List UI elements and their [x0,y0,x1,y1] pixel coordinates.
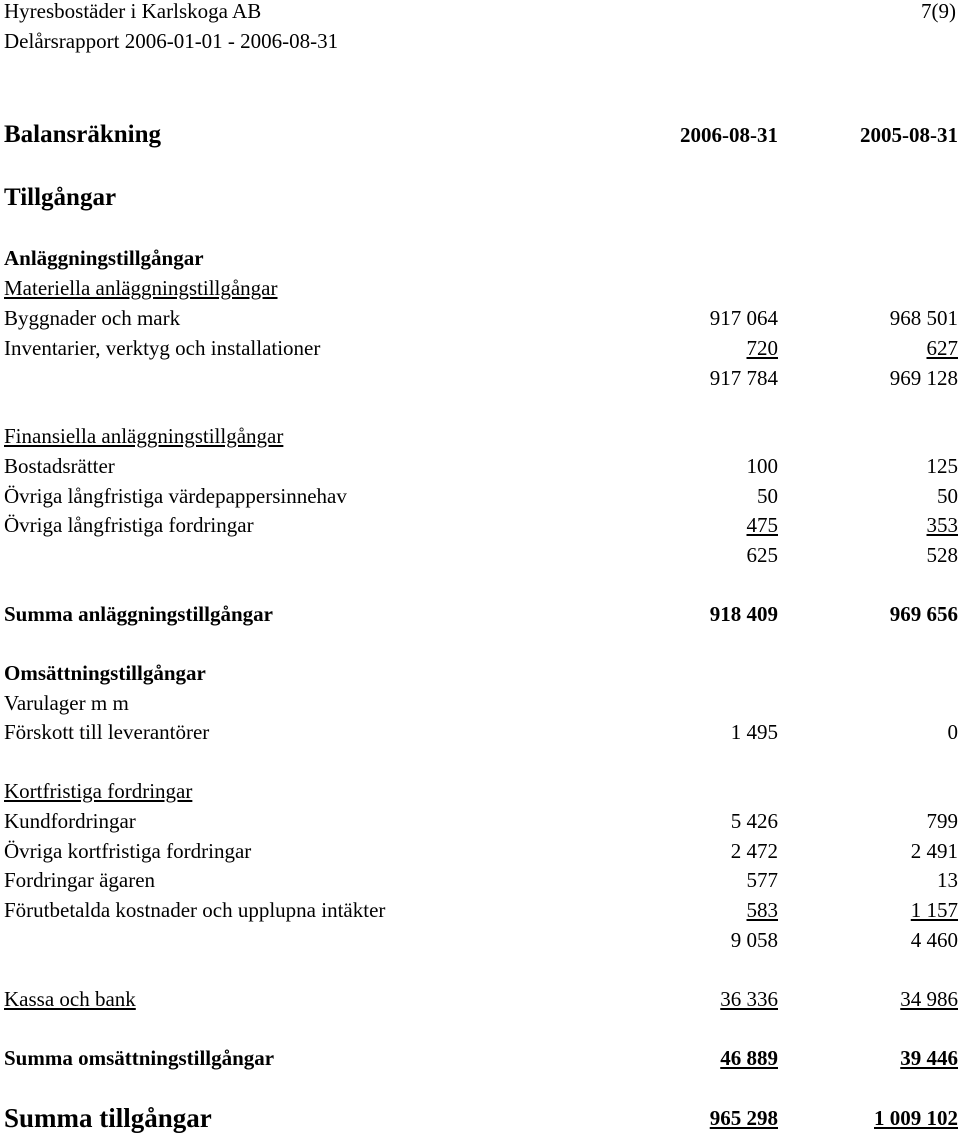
row-label: Kundfordringar [4,809,136,833]
grand-total-row [4,1101,958,1135]
row-value-current: 583 [746,898,778,922]
row-value-current: 36 336 [720,987,778,1011]
row-value-previous: 968 501 [889,306,958,330]
total-previous: 39 446 [900,1046,958,1070]
subtotal-previous: 528 [926,543,958,567]
row-value-previous: 799 [926,809,958,833]
row-label: Byggnader och mark [4,306,181,330]
table-row [4,451,958,481]
row-value-previous: 353 [926,513,958,537]
table-row [4,717,958,747]
subtotal-previous: 969 128 [889,366,958,390]
column-header-current: 2006-08-31 [680,123,778,147]
table-row [4,895,958,925]
table-row [4,510,958,540]
section-heading: Tillgångar [4,184,117,211]
tillgangar-heading-row [4,181,958,215]
section-heading-row [4,658,958,688]
total-label: Summa omsättningstillgångar [4,1046,275,1070]
subtotal-previous: 4 460 [910,928,958,952]
row-value-current: 1 495 [730,720,778,744]
page-header [4,0,958,26]
row-value-previous: 2 491 [910,839,958,863]
group-heading: Varulager m m [4,691,129,715]
row-value-current: 5 426 [730,809,778,833]
table-row [4,806,958,836]
row-value-current: 100 [746,454,778,478]
company-name: Hyresbostäder i Karlskoga AB [4,0,262,23]
subtotal-current: 625 [746,543,778,567]
group-heading-row [4,273,958,303]
row-value-previous: 125 [926,454,958,478]
row-label: Övriga långfristiga fordringar [4,513,254,537]
grand-total-label: Summa tillgångar [4,1103,212,1133]
report-period: Delårsrapport 2006-01-01 - 2006-08-31 [4,29,339,53]
table-row [4,865,958,895]
subtotal-row [4,925,958,955]
group-heading-row [4,421,958,451]
section-heading-row [4,243,958,273]
row-label: Övriga långfristiga värdepappersinnehav [4,484,347,508]
row-value-current: 917 064 [709,306,778,330]
table-row [4,481,958,511]
row-value-current: 50 [757,484,778,508]
row-value-previous: 50 [937,484,958,508]
row-label: Bostadsrätter [4,454,115,478]
row-label: Övriga kortfristiga fordringar [4,839,252,863]
row-value-current: 475 [746,513,778,537]
subtotal-current: 917 784 [709,366,778,390]
subsection-heading: Omsättningstillgångar [4,661,206,685]
column-header-previous: 2005-08-31 [860,123,958,147]
grand-total-previous: 1 009 102 [874,1106,958,1130]
subsection-heading: Anläggningstillgångar [4,246,204,270]
row-value-previous: 13 [937,868,958,892]
row-value-previous: 627 [926,336,958,360]
row-label: Förutbetalda kostnader och upplupna intäkter [4,898,386,922]
page-title: Balansräkning [4,121,162,148]
total-previous: 969 656 [889,602,958,626]
row-label: Fordringar ägaren [4,868,156,892]
subtotal-current: 9 058 [730,928,778,952]
group-heading-row [4,688,958,718]
group-heading: Finansiella anläggningstillgångar [4,424,284,448]
page-number: 7(9) [921,0,956,23]
table-row [4,984,958,1014]
row-value-previous: 0 [947,720,958,744]
row-label: Kassa och bank [4,987,136,1011]
row-value-previous: 34 986 [900,987,958,1011]
group-heading: Materiella anläggningstillgångar [4,276,278,300]
total-row [4,599,958,629]
report-period-row [4,26,958,56]
row-value-previous: 1 157 [910,898,958,922]
subtotal-row [4,540,958,570]
subtotal-row [4,363,958,393]
group-heading: Kortfristiga fordringar [4,779,193,803]
row-label: Inventarier, verktyg och installationer [4,336,321,360]
row-value-current: 720 [746,336,778,360]
table-row [4,303,958,333]
title-row [4,118,958,152]
total-label: Summa anläggningstillgångar [4,602,273,626]
table-row [4,333,958,363]
row-label: Förskott till leverantörer [4,720,210,744]
table-row [4,836,958,866]
total-current: 918 409 [709,602,778,626]
row-value-current: 2 472 [730,839,778,863]
row-value-current: 577 [746,868,778,892]
total-row [4,1043,958,1073]
total-current: 46 889 [720,1046,778,1070]
group-heading-row [4,776,958,806]
grand-total-current: 965 298 [709,1106,778,1130]
